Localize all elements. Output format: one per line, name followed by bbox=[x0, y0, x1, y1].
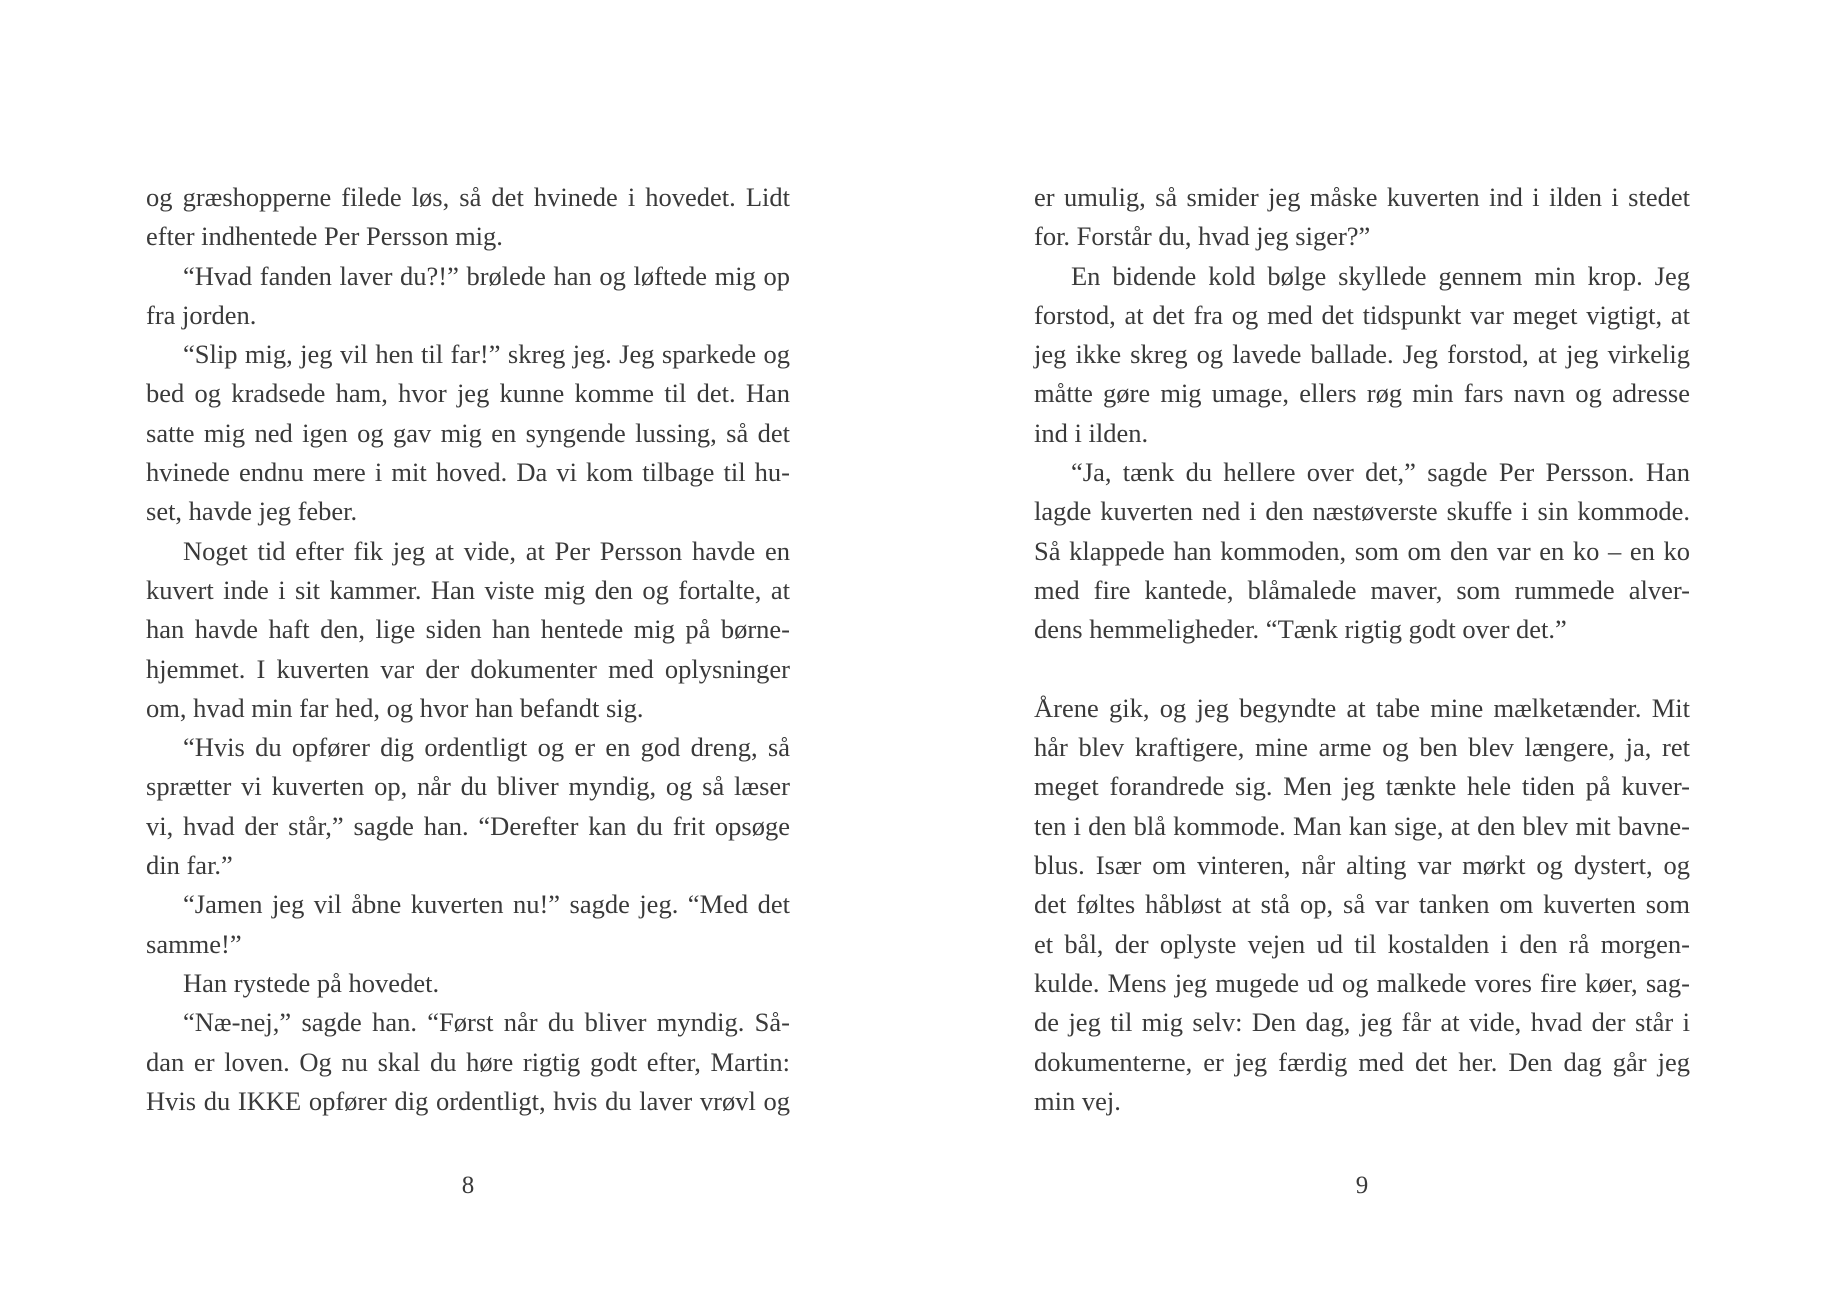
text-line: “Næ-nej,” sagde han. “Først når du bliver myndig. Så- bbox=[183, 1007, 790, 1038]
text-line: med fire kantede, blåmalede maver, som rummede alver- bbox=[1034, 574, 1690, 605]
right-page-number: 9 bbox=[1355, 1172, 1369, 1199]
text-line: “Jamen jeg vil åbne kuverten nu!” sagde jeg. “Med det bbox=[183, 889, 790, 920]
text-line: dens hemmeligheder. “Tænk rigtig godt over det.” bbox=[1034, 614, 1567, 645]
text-line: “Ja, tænk du hellere over det,” sagde Per Persson. Han bbox=[1071, 457, 1690, 488]
text-line: Årene gik, og jeg begyndte at tabe mine mælketænder. Mit bbox=[1034, 692, 1690, 723]
text-line: hjemmet. I kuverten var der dokumenter med oplysninger bbox=[146, 653, 790, 684]
text-line: sprætter vi kuverten op, når du bliver myndig, og så læser bbox=[146, 771, 790, 802]
text-line: bed og kradsede ham, hvor jeg kunne komme til det. Han bbox=[146, 378, 790, 409]
text-line: En bidende kold bølge skyllede gennem min krop. Jeg bbox=[1071, 260, 1690, 291]
text-line: hår blev kraftigere, mine arme og ben blev længere, ja, ret bbox=[1034, 732, 1690, 763]
left-page-text bbox=[146, 178, 790, 1121]
text-line: hvinede endnu mere i mit hoved. Da vi kom tilbage til hu- bbox=[146, 457, 790, 488]
text-line: fra jorden. bbox=[146, 299, 257, 330]
text-line: forstod, at det fra og med det tidspunkt var meget vigtigt, at bbox=[1034, 299, 1690, 330]
text-line: han havde haft den, lige siden han hentede mig på børne- bbox=[146, 614, 790, 645]
text-line: et bål, der oplyste vejen ud til kostalden i den rå morgen- bbox=[1034, 928, 1690, 959]
text-line: “Hvad fanden laver du?!” brølede han og løftede mig op bbox=[183, 260, 790, 291]
text-line: ten i den blå kommode. Man kan sige, at den blev mit bavne- bbox=[1034, 810, 1690, 841]
text-line: jeg ikke skreg og lavede ballade. Jeg forstod, at jeg virkelig bbox=[1034, 339, 1690, 370]
text-line: for. Forstår du, hvad jeg siger?” bbox=[1034, 221, 1371, 252]
text-line: er umulig, så smider jeg måske kuverten ind i ilden i stedet bbox=[1034, 182, 1690, 212]
text-line: kuvert inde i sit kammer. Han viste mig den og fortalte, at bbox=[146, 574, 790, 605]
text-line: meget forandrede sig. Men jeg tænkte hele tiden på kuver- bbox=[1034, 771, 1690, 802]
text-line: samme!” bbox=[146, 928, 242, 959]
text-line: Hvis du IKKE opfører dig ordentligt, hvis du laver vrøvl og bbox=[146, 1085, 790, 1116]
text-line: lagde kuverten ned i den næstøverste skuffe i sin kommode. bbox=[1034, 496, 1690, 527]
text-line: vi, hvad der står,” sagde han. “Derefter kan du frit opsøge bbox=[146, 810, 790, 841]
text-line: om, hvad min far hed, og hvor han befandt sig. bbox=[146, 692, 644, 723]
text-line: Noget tid efter fik jeg at vide, at Per Persson havde en bbox=[183, 535, 790, 566]
text-line: din far.” bbox=[146, 850, 233, 881]
text-line: måtte gøre mig umage, ellers røg min fars navn og adresse bbox=[1034, 378, 1690, 409]
text-line: min vej. bbox=[1034, 1085, 1121, 1116]
blank-line bbox=[1034, 650, 1690, 689]
left-page-number: 8 bbox=[461, 1172, 475, 1199]
text-line: efter indhentede Per Persson mig. bbox=[146, 221, 503, 252]
text-line: set, havde jeg feber. bbox=[146, 496, 358, 527]
right-page-text bbox=[1034, 178, 1690, 1121]
text-line: blus. Især om vinteren, når alting var mørkt og dystert, og bbox=[1034, 850, 1690, 881]
text-line: det føltes håbløst at stå op, så var tanken om kuverten som bbox=[1034, 889, 1690, 920]
text-line: “Slip mig, jeg vil hen til far!” skreg jeg. Jeg sparkede og bbox=[183, 339, 790, 370]
text-line: ind i ilden. bbox=[1034, 417, 1149, 448]
text-line: Han rystede på hovedet. bbox=[183, 967, 440, 998]
text-line: dan er loven. Og nu skal du høre rigtig godt efter, Martin: bbox=[146, 1046, 790, 1077]
text-line: de jeg til mig selv: Den dag, jeg får at vide, hvad der står i bbox=[1034, 1007, 1690, 1038]
text-line: “Hvis du opfører dig ordentligt og er en god dreng, så bbox=[183, 732, 790, 763]
text-line: Så klappede han kommoden, som om den var en ko – en ko bbox=[1034, 535, 1690, 566]
text-line: satte mig ned igen og gav mig en syngende lussing, så det bbox=[146, 417, 790, 448]
text-line: kulde. Mens jeg mugede ud og malkede vores fire køer, sag- bbox=[1034, 967, 1690, 998]
text-line: og græshopperne filede løs, så det hvinede i hovedet. Lidt bbox=[146, 182, 790, 212]
text-line: dokumenterne, er jeg færdig med det her. Den dag går jeg bbox=[1034, 1046, 1690, 1077]
